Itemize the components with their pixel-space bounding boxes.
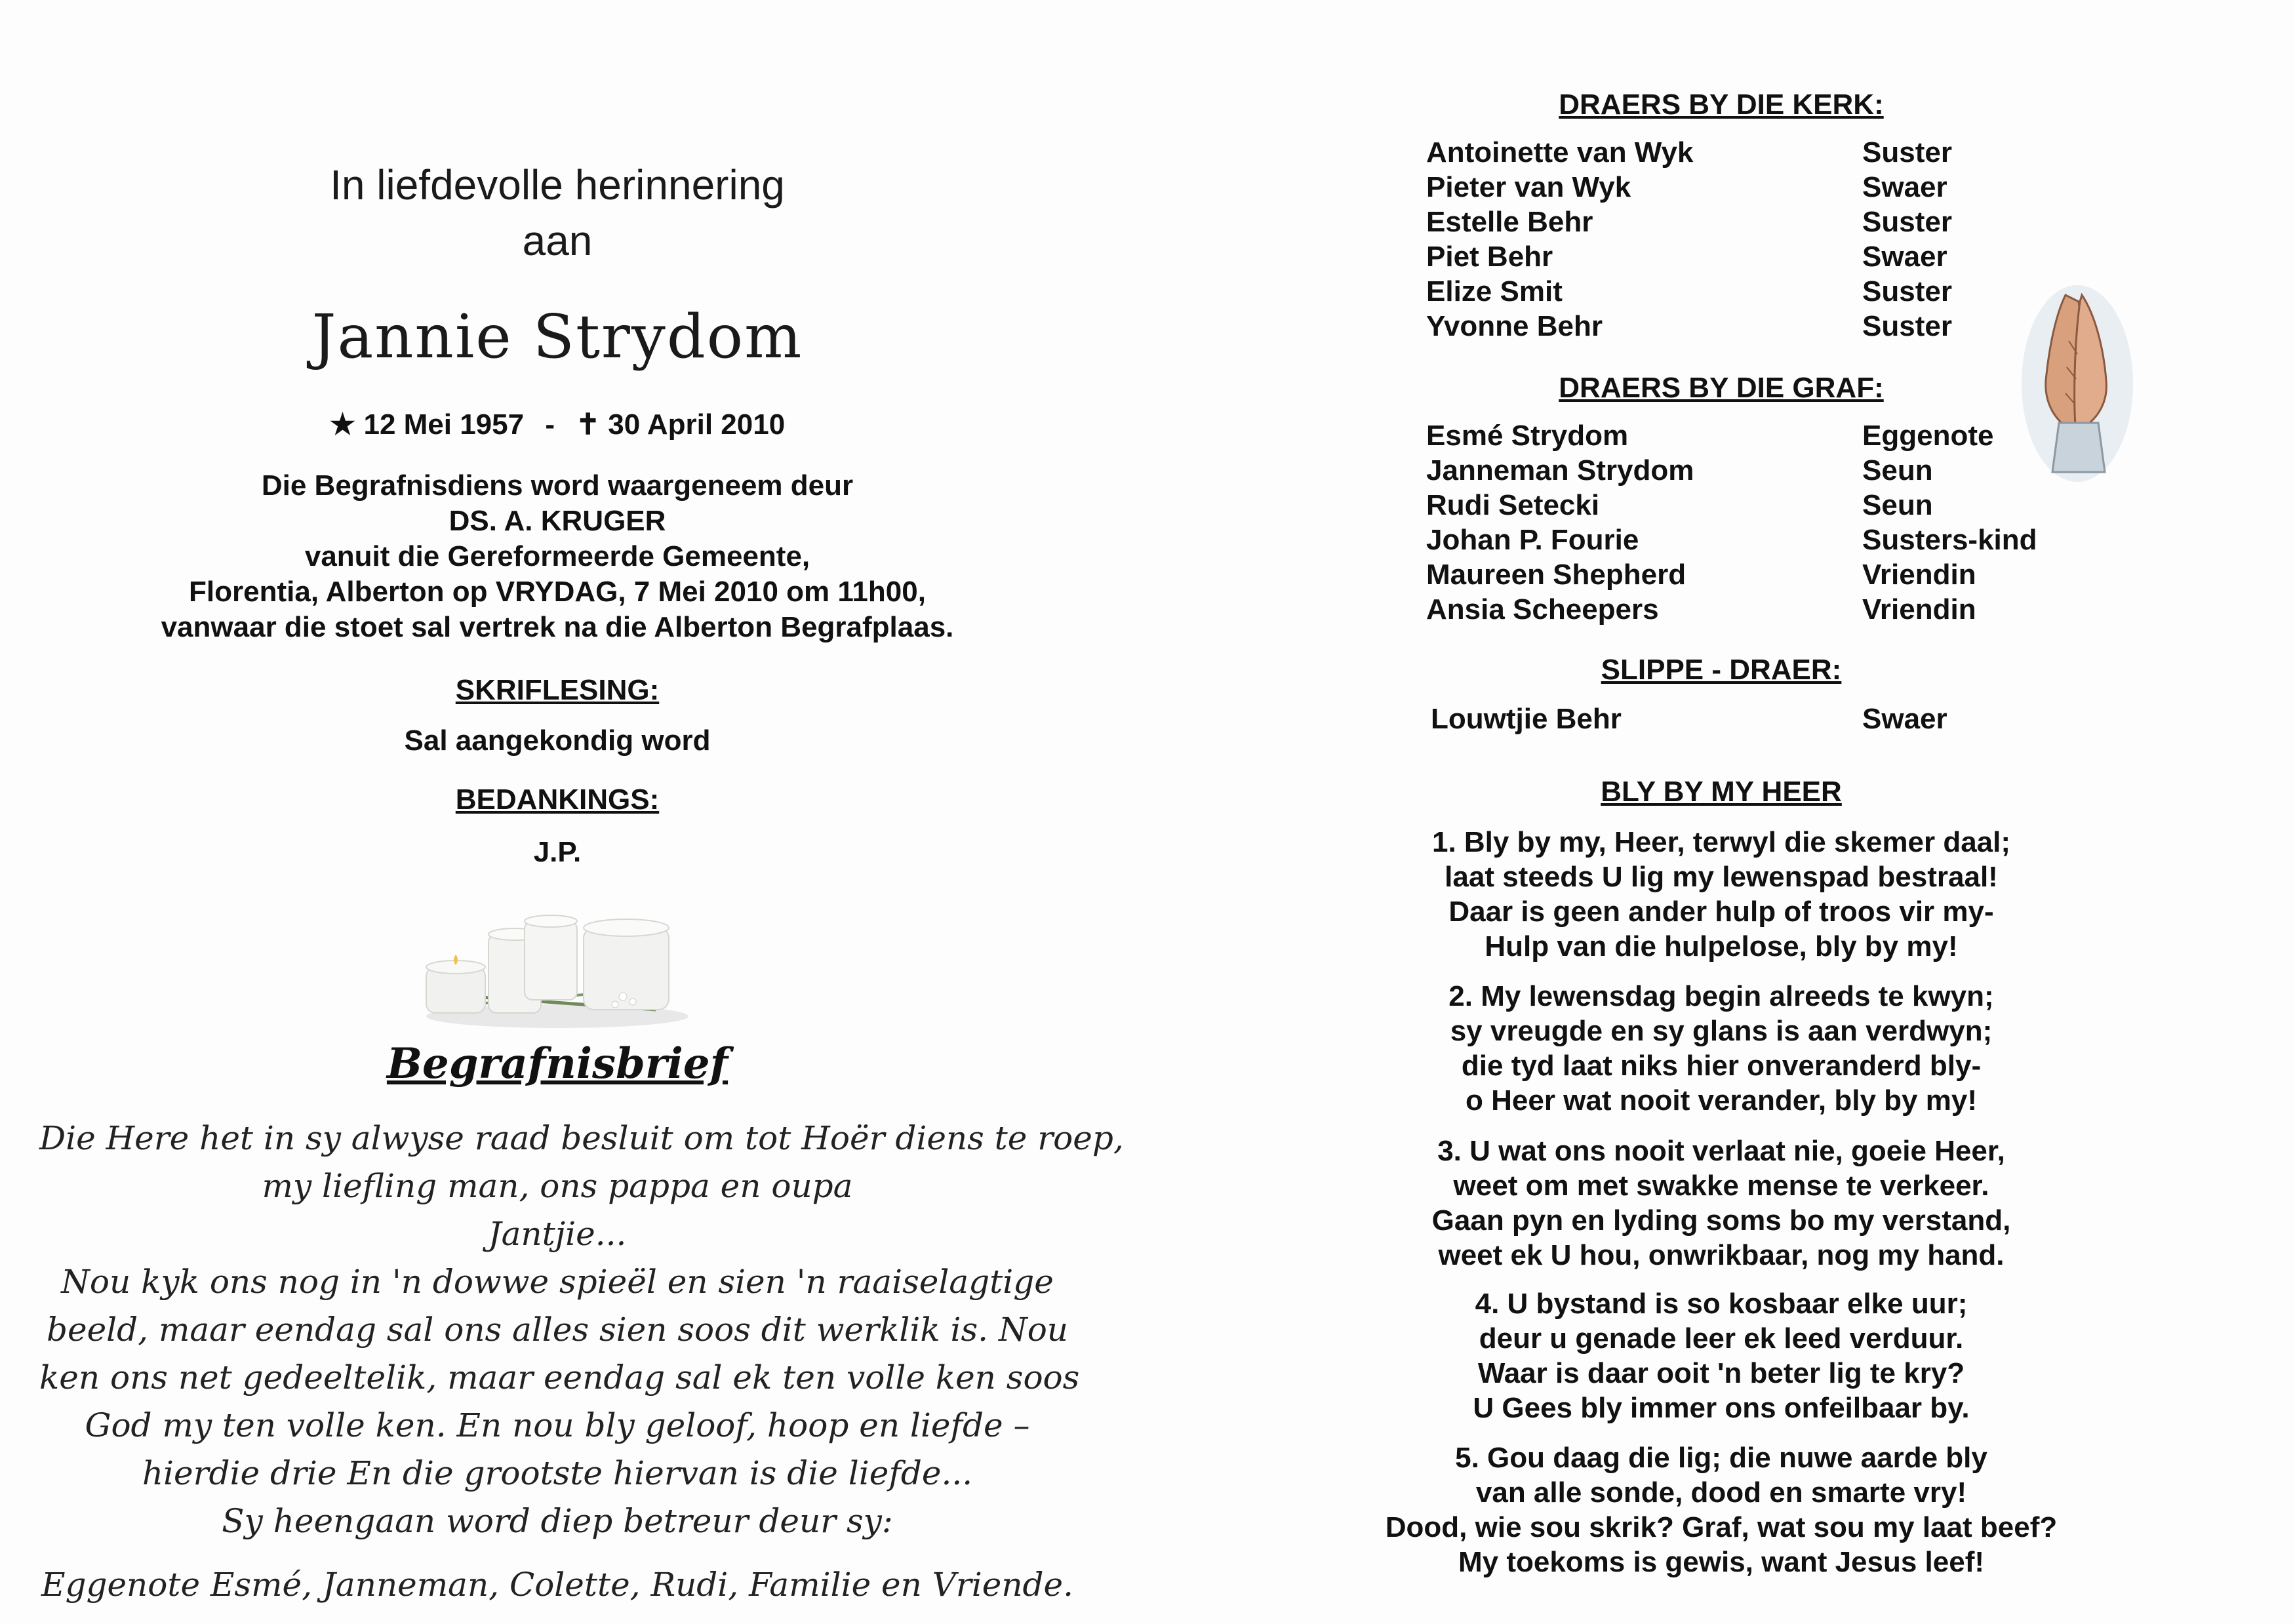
bearer-relation: Vriendin — [1862, 593, 1976, 625]
service-line: Die Begrafnisdiens word waargeneem deur — [261, 469, 854, 502]
verse-line: die tyd laat niks hier onveranderd bly- — [1461, 1050, 1982, 1082]
bearer-relation: Swaer — [1862, 241, 1947, 273]
bearer-row — [1426, 489, 2082, 524]
bearer-relation: Swaer — [1862, 171, 1947, 203]
bearer-name: Estelle Behr — [1426, 206, 1593, 238]
brief-line: Nou kyk ons nog in 'n dowwe spieël en sien 'n raaiselagtige — [61, 1263, 1054, 1301]
bearer-row — [1426, 275, 2082, 310]
bearer-relation: Suster — [1862, 275, 1952, 307]
verse-line: weet ek U hou, onwrikbaar, nog my hand. — [1438, 1239, 2005, 1271]
bearer-row — [1426, 241, 2082, 275]
brief-line: Die Here het in sy alwyse raad besluit om tot Hoër diens te roep, — [39, 1119, 1124, 1157]
brief-line: Sy heengaan word diep betreur deur sy: — [222, 1502, 893, 1540]
service-line: Florentia, Alberton op VRYDAG, 7 Mei 2010 om 11h00, — [189, 576, 926, 608]
scripture-title: SKRIFLESING: — [455, 674, 660, 706]
bearer-row — [1426, 171, 2082, 206]
verse-line: U Gees bly immer ons onfeilbaar by. — [1473, 1392, 1970, 1424]
verse-line: 5. Gou daag die lig; die nuwe aarde bly — [1455, 1442, 1987, 1474]
memorial-heading-line1: In liefdevolle herinnering — [330, 161, 785, 208]
bearer-name: Louwtjie Behr — [1431, 703, 1622, 735]
bearer-relation: Swaer — [1862, 703, 1947, 735]
verse-line: 2. My lewensdag begin alreeds te kwyn; — [1448, 980, 1994, 1012]
brief-line: God my ten volle ken. En nou bly geloof, hoop en liefde – — [85, 1406, 1030, 1444]
verse-line: van alle sonde, dood en smarte vry! — [1475, 1476, 1967, 1509]
bearer-name: Elize Smit — [1426, 275, 1563, 307]
hymn-title: BLY BY MY HEER — [1601, 776, 1842, 808]
brief-line: Jantjie... — [488, 1215, 627, 1253]
verse-line: laat steeds U lig my lewenspad bestraal! — [1445, 861, 1998, 893]
bearer-name: Janneman Strydom — [1426, 454, 1694, 486]
brief-text — [39, 1115, 1124, 1545]
bearer-name: Johan P. Fourie — [1426, 524, 1639, 556]
slippe-bearer-title: SLIPPE - DRAER: — [1601, 654, 1842, 686]
church-bearers-list — [1426, 136, 2082, 345]
brief-title: Begrafnisbrief — [386, 1039, 728, 1088]
bearer-relation: Suster — [1862, 136, 1952, 168]
brief-line: beeld, maar eendag sal ons alles sien soos dit werklik is. Nou — [46, 1311, 1069, 1349]
bearer-row — [1431, 703, 2086, 738]
verse-line: Daar is geen ander hulp of troos vir my- — [1448, 896, 1994, 928]
death-date: ✝ 30 April 2010 — [576, 408, 786, 441]
brief-line: hierdie drie En die grootste hiervan is die liefde... — [142, 1454, 973, 1492]
thanks-text: J.P. — [533, 836, 582, 868]
family-line: Eggenote Esmé, Janneman, Colette, Rudi, Familie en Vriende. — [41, 1566, 1074, 1604]
verse-line: 1. Bly by my, Heer, terwyl die skemer daal; — [1431, 826, 2011, 858]
service-details — [0, 468, 1115, 645]
right-page — [1148, 0, 2295, 1624]
verse-line: o Heer wat nooit verander, bly by my! — [1466, 1084, 1977, 1117]
life-dates — [0, 408, 1115, 441]
church-bearers-title: DRAERS BY DIE KERK: — [1559, 89, 1884, 121]
bearer-row — [1426, 593, 2082, 628]
bearer-row — [1426, 454, 2082, 489]
verse-line: Gaan pyn en lyding soms bo my verstand, — [1431, 1204, 2011, 1237]
bearer-relation: Eggenote — [1862, 420, 1994, 452]
bearer-row — [1426, 136, 2082, 171]
brief-line: my liefling man, ons pappa en oupa — [262, 1167, 853, 1205]
verse-line: 4. U bystand is so kosbaar elke uur; — [1475, 1288, 1968, 1320]
bearer-name: Esmé Strydom — [1426, 420, 1629, 452]
bearer-relation: Seun — [1862, 454, 1933, 486]
bearer-relation: Suster — [1862, 310, 1952, 342]
service-line: vanwaar die stoet sal vertrek na die Alberton Begrafplaas. — [161, 611, 954, 643]
service-line: DS. A. KRUGER — [449, 505, 666, 537]
bearer-relation: Suster — [1862, 206, 1952, 238]
bearer-name: Piet Behr — [1426, 241, 1553, 273]
bearer-row — [1426, 524, 2082, 559]
bearer-name: Maureen Shepherd — [1426, 559, 1686, 591]
bearer-name: Rudi Setecki — [1426, 489, 1600, 521]
hymn-verse — [1148, 825, 2295, 964]
scripture-text: Sal aangekondig word — [404, 724, 711, 757]
bearer-name: Antoinette van Wyk — [1426, 136, 1694, 168]
bearer-row — [1426, 310, 2082, 345]
verse-line: sy vreugde en sy glans is aan verdwyn; — [1450, 1015, 1993, 1047]
date-separator: - — [545, 408, 555, 441]
grave-bearers-list — [1426, 420, 2082, 628]
verse-line: 3. U wat ons nooit verlaat nie, goeie Heer, — [1437, 1135, 2005, 1167]
verse-line: My toekoms is gewis, want Jesus leef! — [1458, 1546, 1985, 1578]
hymn-verse — [1148, 1286, 2295, 1425]
candles-image — [420, 898, 695, 1029]
bearer-row — [1426, 420, 2082, 454]
bearer-relation: Susters-kind — [1862, 524, 2037, 556]
verse-line: weet om met swakke mense te verkeer. — [1453, 1170, 1989, 1202]
verse-line: deur u genade leer ek leed verduur. — [1479, 1322, 1964, 1355]
verse-line: Dood, wie sou skrik? Graf, wat sou my laat beef? — [1385, 1511, 2058, 1543]
birth-date: ★ 12 Mei 1957 — [329, 408, 525, 441]
thanks-title: BEDANKINGS: — [455, 783, 660, 816]
bearer-name: Yvonne Behr — [1426, 310, 1603, 342]
bearer-row — [1426, 206, 2082, 241]
verse-line: Waar is daar ooit 'n beter lig te kry? — [1477, 1357, 1965, 1389]
memorial-heading-line2: aan — [522, 217, 593, 264]
hymn-verse — [1148, 979, 2295, 1118]
hymn-verse — [1148, 1440, 2295, 1579]
hymn-verse — [1148, 1134, 2295, 1273]
verse-line: Hulp van die hulpelose, bly by my! — [1485, 930, 1958, 962]
bearer-relation: Seun — [1862, 489, 1933, 521]
brief-line: ken ons net gedeeltelik, maar eendag sal ek ten volle ken soos — [39, 1358, 1080, 1396]
bearer-relation: Vriendin — [1862, 559, 1976, 591]
service-line: vanuit die Gereformeerde Gemeente, — [304, 540, 810, 572]
grave-bearers-title: DRAERS BY DIE GRAF: — [1559, 372, 1884, 404]
bearer-row — [1426, 559, 2082, 593]
bearer-name: Pieter van Wyk — [1426, 171, 1631, 203]
slippe-bearer — [1431, 703, 2086, 738]
bearer-name: Ansia Scheepers — [1426, 593, 1659, 625]
deceased-name: Jannie Strydom — [311, 302, 803, 372]
